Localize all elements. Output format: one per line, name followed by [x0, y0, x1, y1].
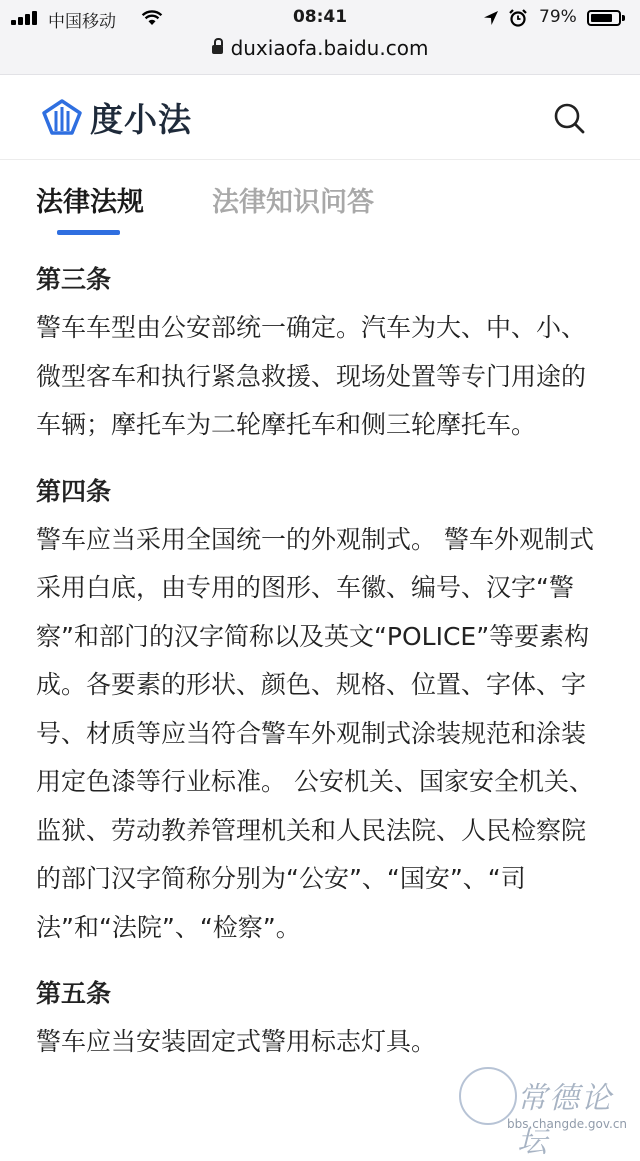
forum-watermark	[455, 1065, 640, 1160]
battery-percentage: 79%	[539, 7, 577, 27]
article-item	[36, 970, 606, 1067]
battery-cap	[622, 15, 625, 21]
article-item	[36, 468, 606, 953]
address-bar[interactable]	[0, 36, 640, 60]
tab-legal-qa[interactable]: 法律知识问答	[212, 187, 374, 218]
search-icon[interactable]	[552, 101, 586, 135]
watermark-text: 常德论坛	[517, 1081, 613, 1160]
article-title: 第三条	[36, 265, 112, 294]
article-list	[36, 256, 606, 1085]
location-arrow-icon	[482, 9, 500, 27]
logo-text: 度小法	[90, 99, 192, 139]
status-bar	[0, 0, 640, 75]
lock-icon	[212, 45, 223, 54]
article-body: 警车应当安装固定式警用标志灯具。	[36, 1027, 437, 1056]
clock-time: 08:41	[292, 7, 348, 27]
site-logo[interactable]	[40, 95, 192, 139]
battery-icon	[587, 10, 621, 26]
article-body: 警车车型由公安部统一确定。汽车为大、中、小、微型客车和执行紧急救援、现场处置等专门用途的车辆；摩托车为二轮摩托车和侧三轮摩托车。	[36, 313, 587, 439]
article-item	[36, 256, 606, 450]
url-domain: duxiaofa.baidu.com	[230, 36, 429, 60]
article-title: 第五条	[36, 979, 112, 1008]
alarm-clock-icon	[508, 8, 528, 28]
duxiaofa-logo-icon	[40, 97, 84, 137]
article-body: 警车应当采用全国统一的外观制式。 警车外观制式采用白底，由专用的图形、车徽、编号、汉字“警察”和部门的汉字简称以及英文“POLICE”等要素构成。各要素的形状、颜色、规格、位置、字体、字号、材质等应当符合警车外观制式涂装规范和涂装用定色漆等行业标准。 公安机关、国家安全机关、监狱、劳动教养管理机关和人民法院、人民检察院的部门汉字简称分别为“公安”、“国安”、“司法”和“法院”、“检察”。	[36, 524, 594, 942]
site-header	[0, 75, 640, 160]
active-tab-indicator	[57, 230, 120, 235]
tab-bar	[0, 160, 640, 240]
watermark-url: bbs.changde.gov.cn	[507, 1117, 628, 1131]
carrier-name: 中国移动	[48, 12, 116, 32]
tab-laws-regulations[interactable]: 法律法规	[36, 187, 144, 218]
article-title: 第四条	[36, 476, 112, 506]
